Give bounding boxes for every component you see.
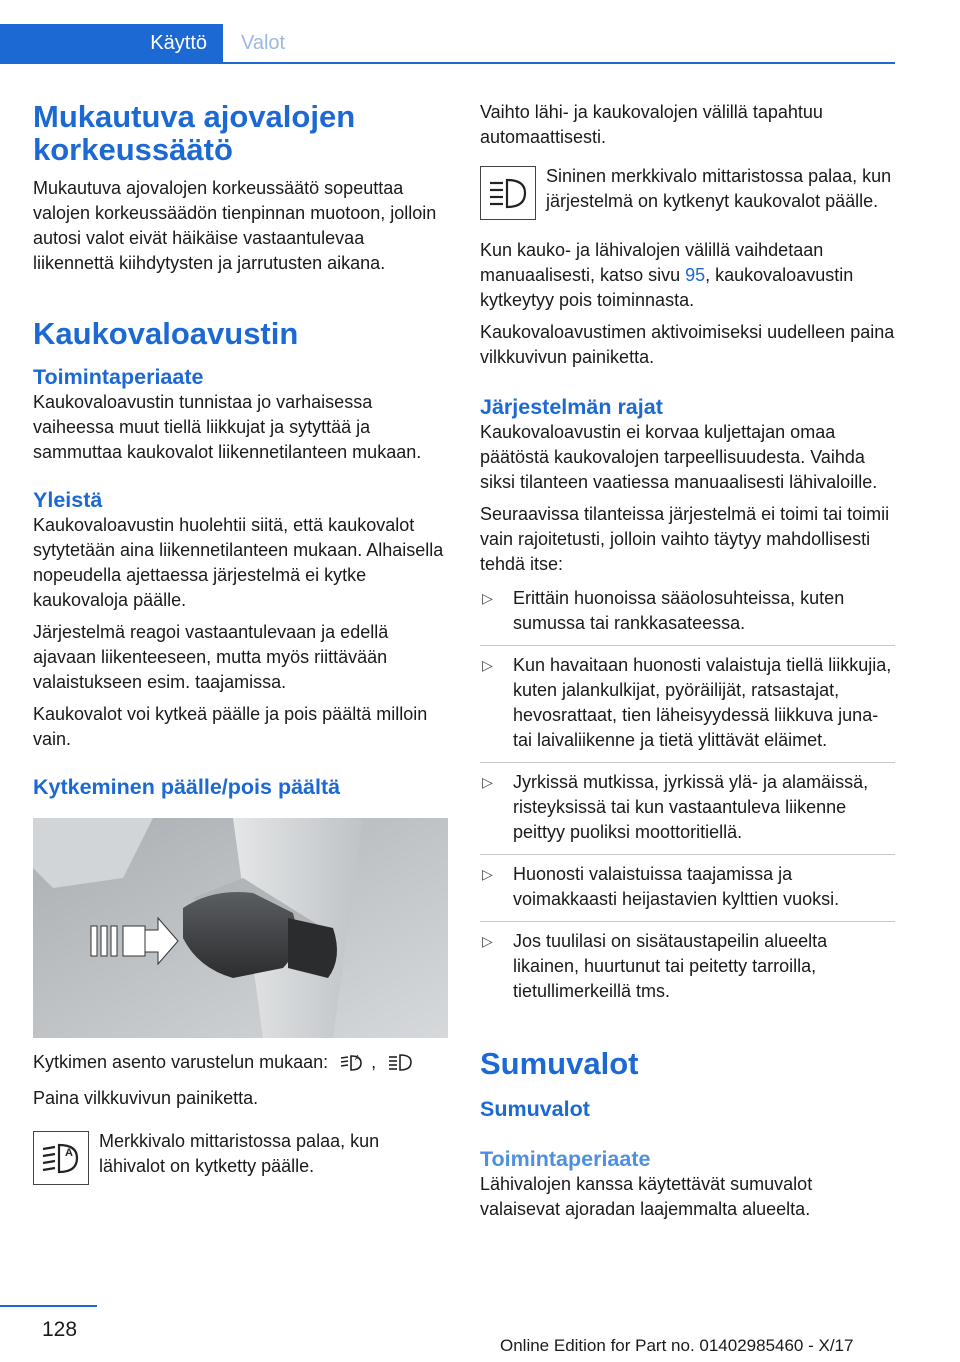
text-low-beam-indicator: Merkkivalo mittaristossa palaa, kun lähivalot on kytketty päälle.: [99, 1131, 380, 1176]
heading-fog-lights-sub: Sumuvalot: [480, 1097, 590, 1121]
text-principle: Kaukovaloavustin tunnistaa jo varhaisessa vaiheessa muut tiellä liikkujat ja sytyttää ja sammuttaa kaukovalot liikennetilanteen mukaan.: [33, 392, 422, 462]
heading-high-beam-assistant: Kaukovaloavustin: [33, 316, 299, 351]
manual-switch-text-b: , kaukovaloavustin kytkeytyy pois toiminnasta.: [480, 265, 854, 310]
tab-valot[interactable]: Valot: [241, 32, 286, 54]
footer-divider: [0, 1305, 97, 1307]
text-limits-2: Seuraavissa tilanteissa järjestelmä ei toimi tai toimii vain rajoitetusti, jolloin vaihto täytyy mahdollisesti tehdä itse:: [480, 504, 890, 574]
low-beam-auto-indicator-icon: [33, 1131, 89, 1185]
limits-list: [480, 586, 895, 1013]
text-auto-switch: Vaihto lähi- ja kaukovalojen välillä tapahtuu automaattisesti.: [480, 102, 823, 147]
heading-adaptive-headlights: Mukautuva ajovalojen korkeussäätö: [33, 99, 356, 167]
turn-signal-lever-illustration: [33, 818, 448, 1038]
bullet-triangle-icon: ▷: [482, 866, 493, 882]
list-item: [480, 862, 895, 922]
switch-position-label: Kytkimen asento varustelun mukaan:: [33, 1052, 329, 1072]
text-reactivate: Kaukovaloavustimen aktivoimiseksi uudelleen paina vilkkuvivun painiketta.: [480, 322, 895, 367]
tab-kaytto[interactable]: Käyttö: [0, 24, 223, 62]
page-number: 128: [42, 1318, 78, 1341]
list-item-text: Jyrkissä mutkissa, jyrkissä ylä- ja alamäissä, risteyksissä tai kun vastaantuleva liikenne peittyy puoliksi moottoritiellä.: [513, 772, 869, 842]
list-item-text: Kun havaitaan huonosti valaistuja tiellä liikkujia, kuten jalankulkijat, pyöräilijät, ratsastajat, hevosrattaat, tien läheisyydessä liikkuva juna- tai laivaliikenne ja tietä ylittävät eläimet.: [513, 655, 892, 750]
left-column: [33, 100, 448, 1189]
high-beam-indicator-row: [480, 164, 895, 220]
text-adaptive-headlights: Mukautuva ajovalojen korkeussäätö sopeuttaa valojen korkeussäädön tienpinnan muotoon, jolloin autosi valot eivät häikäise vastaantulevaa liikennettä kiihdytysten ja jarrutusten aikana.: [33, 178, 437, 273]
auto-high-beam-icon: [339, 1052, 365, 1079]
svg-text:A: A: [355, 1055, 360, 1062]
list-item-text: Erittäin huonoissa sääolosuhteissa, kuten sumussa tai rankkasateessa.: [513, 588, 845, 633]
list-item: [480, 653, 895, 763]
text-general-1: Kaukovaloavustin huolehtii siitä, että kaukovalot sytytetään aina liikennetilanteen mukaan. Alhaisella nopeudella ajettaessa järjestelmä ei kytke kaukovaloja päälle.: [33, 515, 444, 610]
text-limits-1: Kaukovaloavustin ei korvaa kuljettajan omaa päätöstä kaukovalojen tarpeellisuudesta. Vaihda siksi tilanteen vaatiessa manuaalisesti lähivaloille.: [480, 422, 878, 492]
bullet-triangle-icon: ▷: [482, 590, 493, 606]
list-item: [480, 929, 895, 1013]
high-beam-indicator-icon: [480, 166, 536, 220]
page-link-95[interactable]: 95: [685, 265, 706, 285]
bullet-triangle-icon: ▷: [482, 657, 493, 673]
switch-position-separator: ,: [371, 1052, 377, 1072]
text-switch-position: [33, 1050, 448, 1079]
heading-general: Yleistä: [33, 488, 103, 512]
bullet-triangle-icon: ▷: [482, 933, 493, 949]
heading-fog-principle: Toimintaperiaate: [480, 1147, 651, 1171]
right-column: [480, 100, 895, 1222]
manual-switch-text-a: Kun kauko- ja lähivalojen välillä vaihdetaan manuaalisesti, katso sivu: [480, 240, 824, 285]
text-general-3: Kaukovalot voi kytkeä päälle ja pois päältä milloin vain.: [33, 704, 428, 749]
high-beam-icon: [387, 1052, 413, 1079]
text-general-2: Järjestelmä reagoi vastaantulevaan ja edellä ajavaan liikenteeseen, mutta myös riittävään valaistukseen esim. taajamissa.: [33, 622, 389, 692]
list-item: [480, 770, 895, 855]
text-fog: Lähivalojen kanssa käytettävät sumuvalot valaisevat ajoradan laajemmalta alueelta.: [480, 1174, 813, 1219]
svg-text:A: A: [65, 1147, 73, 1159]
list-item-text: Jos tuulilasi on sisätaustapeilin alueelta likainen, huurtunut tai peitetty tarroilla, tietullimerkeillä tms.: [513, 931, 828, 1001]
low-beam-indicator-row: [33, 1129, 448, 1185]
heading-fog-lights: Sumuvalot: [480, 1046, 639, 1081]
heading-principle: Toimintaperiaate: [33, 365, 204, 389]
text-high-beam-indicator: Sininen merkkivalo mittaristossa palaa, kun järjestelmä on kytkenyt kaukovalot päälle.: [546, 166, 892, 211]
bullet-triangle-icon: ▷: [482, 774, 493, 790]
text-press-button: Paina vilkkuvivun painiketta.: [33, 1088, 259, 1108]
list-item: [480, 586, 895, 646]
header-bar: [0, 0, 895, 64]
list-item-text: Huonosti valaistuissa taajamissa ja voimakkaasti heijastavien kylttien vuoksi.: [513, 864, 840, 909]
footer-edition: Online Edition for Part no. 01402985460 - X/17: [500, 1336, 854, 1355]
heading-switch: Kytkeminen päälle/pois päältä: [33, 775, 341, 799]
heading-system-limits: Järjestelmän rajat: [480, 395, 663, 419]
text-manual-switch: [480, 238, 895, 313]
